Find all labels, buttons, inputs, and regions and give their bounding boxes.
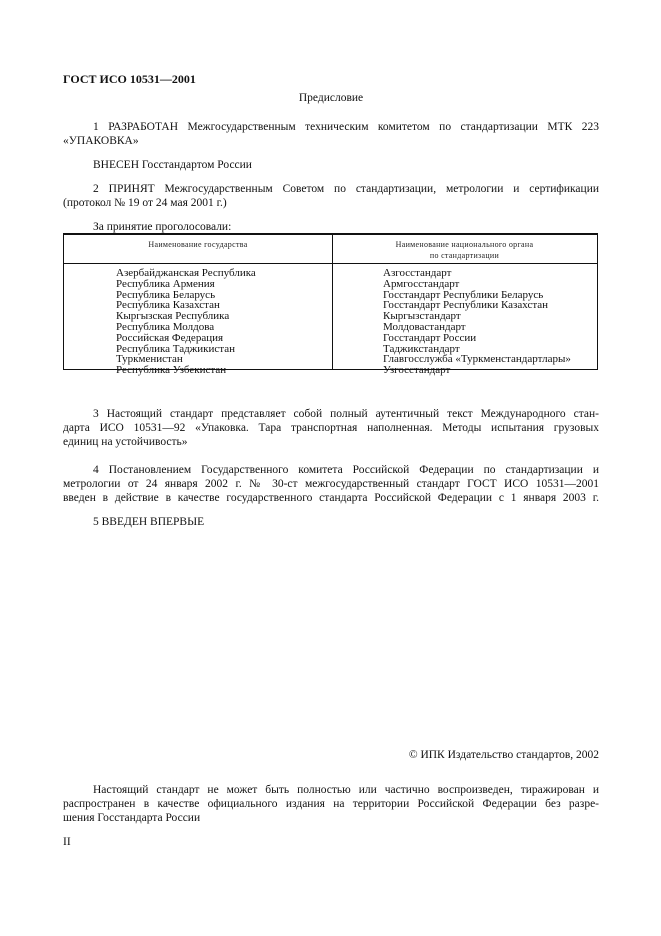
voted-label: За принятие проголосовали:: [93, 221, 232, 233]
state-cell: Азербайджанская Республика: [116, 267, 256, 279]
copyright: © ИПК Издательство стандартов, 2002: [408, 749, 599, 761]
para4-line: введен в действие в качестве государственного стандарта Российской Федерации с 1 января 2003 г.: [63, 492, 599, 504]
body-cell: Госстандарт Республики Казахстан: [383, 299, 549, 312]
notice-line: Настоящий стандарт не может быть полностью или частично воспроизведен, тиражирован и: [93, 784, 599, 796]
state-cell: Республика Казахстан: [116, 299, 220, 312]
states-column: [116, 268, 256, 376]
para1-line: «УПАКОВКА»: [63, 135, 139, 147]
body-cell: Главгосслужба «Туркменстандартлары»: [383, 353, 571, 366]
state-cell: Республика Молдова: [116, 320, 215, 333]
page-number: II: [63, 836, 71, 848]
state-cell: Республика Беларусь: [116, 288, 216, 301]
section-title: Предисловие: [298, 92, 364, 104]
body-cell: Армгосстандарт: [383, 277, 460, 290]
header-body-line: по стандартизации: [429, 251, 500, 260]
state-cell: Республика Армения: [116, 277, 215, 290]
header-body: [332, 239, 597, 261]
body-cell: Узгосстандарт: [383, 364, 451, 377]
body-cell: Кыргызстандарт: [383, 310, 461, 323]
header-state: Наименование государства: [148, 240, 248, 249]
state-cell: Российская Федерация: [116, 331, 224, 344]
para2-line: (протокол № 19 от 24 мая 2001 г.): [63, 197, 227, 209]
state-cell: Кыргызская Республика: [116, 310, 230, 323]
body-cell: Азгосстандарт: [383, 267, 452, 279]
para-vnesen: ВНЕСЕН Госстандартом России: [93, 159, 252, 171]
para3-line: дарта ИСО 10531—92 «Упаковка. Тара транспортная наполненная. Методы испытания грузовых: [63, 422, 599, 434]
body-cell: Таджикстандарт: [383, 342, 460, 355]
body-cell: Молдовастандарт: [383, 320, 466, 333]
header-divider: [64, 263, 597, 264]
voting-table: [63, 233, 598, 377]
body-cell: Госстандарт России: [383, 331, 477, 344]
notice-line: распространен в качестве официального издания на территории Российской Федерации без разре-: [63, 798, 599, 810]
state-cell: Республика Таджикистан: [116, 342, 235, 355]
state-cell: Республика Узбекистан: [116, 364, 227, 377]
bodies-column: [383, 268, 571, 376]
para3-line: единиц на устойчивость»: [63, 436, 188, 448]
para5: 5 ВВЕДЕН ВПЕРВЫЕ: [93, 516, 205, 528]
para1-line: 1 РАЗРАБОТАН Межгосударственным техническим комитетом по стандартизации МТК 223: [93, 121, 599, 133]
para2-line: 2 ПРИНЯТ Межгосударственным Советом по стандартизации, метрологии и сертификации: [93, 183, 599, 195]
notice-line: шения Госстандарта России: [63, 812, 201, 824]
body-cell: Госстандарт Республики Беларусь: [383, 288, 544, 301]
header-body-line: Наименование национального органа: [395, 240, 534, 249]
para3-line: 3 Настоящий стандарт представляет собой полный аутентичный текст Международного стан-: [93, 408, 599, 420]
para4-line: 4 Постановлением Государственного комитета Российской Федерации по стандартизации и: [93, 464, 599, 476]
document-code: ГОСТ ИСО 10531—2001: [63, 72, 196, 86]
para4-line: метрологии от 24 января 2002 г. № 30-ст межгосударственный стандарт ГОСТ ИСО 10531—2001: [63, 478, 599, 490]
state-cell: Туркменистан: [116, 353, 183, 366]
